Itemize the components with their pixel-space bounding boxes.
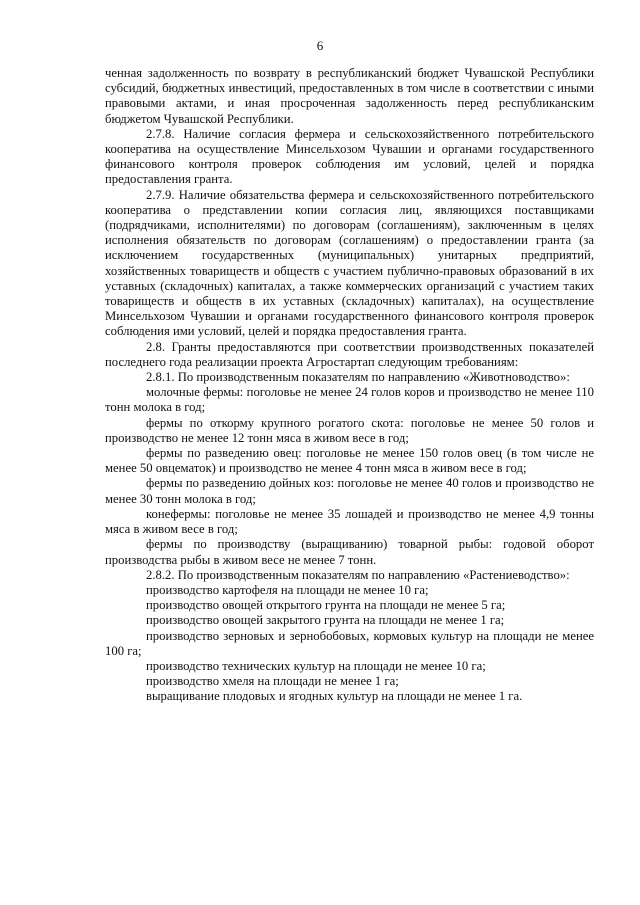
paragraph: производство овощей открытого грунта на площади не менее 5 га; [146,598,506,613]
paragraph: 2.7.9. Наличие обязательства фермера и сельскохозяйственного потребительского кооператива о представлении копии согласия лиц, являющихся поставщиками (подрядчиками, исполнителями) по договорам (соглашениям), заключенным в целях исполнения обязательств по договорам (соглашениям) о предоставлении гранта (за исключением государственных (муниципальных) унитарных предприятий, хозяйственных товариществ и обществ с участием публично-правовых образований в их уставных (складочных) капиталах, а также коммерческих организаций с участием таких товариществ и обществ в их уставных (складочных) капиталах), на осуществление Минсельхозом Чувашии и органами государственного финансового контроля проверок соблюдения ими условий, целей и порядка предоставления гранта. [105,187,594,339]
paragraph: молочные фермы: поголовье не менее 24 голов коров и производство не менее 110 тонн молока в год; [105,385,594,415]
paragraph: фермы по производству (выращиванию) товарной рыбы: годовой оборот производства рыбы в живом весе не менее 7 тонн. [105,537,594,567]
paragraph: 2.8.1. По производственным показателям по направлению «Животноводство»: [146,370,570,385]
paragraph: фермы по разведению овец: поголовье не менее 150 голов овец (в том числе не менее 50 овцематок) и производство не менее 4 тонн мяса в живом весе в год; [105,446,594,476]
page-number: 6 [316,38,324,53]
paragraph: конефермы: поголовье не менее 35 лошадей и производство не менее 4,9 тонны мяса в живом весе в год; [105,506,594,537]
paragraph: выращивание плодовых и ягодных культур на площади не менее 1 га. [146,689,523,704]
paragraph: фермы по откорму крупного рогатого скота: поголовье не менее 50 голов и производство не менее 12 тонн мяса в живом весе в год; [105,415,594,445]
paragraph: производство картофеля на площади не менее 10 га; [146,582,429,597]
paragraph: производство зерновых и зернобобовых, кормовых культур на площади не менее 100 га; [105,628,594,658]
paragraph: ченная задолженность по возврату в республиканский бюджет Чувашской Республики субсидий, бюджетных инвестиций, предоставленных в том числе в соответствии с иными правовыми актами, и иная просроченная задолженность перед республиканским бюджетом Чувашской Республики. [105,66,594,126]
paragraph: производство технических культур на площади не менее 10 га; [146,658,486,673]
paragraph: производство хмеля на площади не менее 1 га; [146,674,399,689]
paragraph: 2.8.2. По производственным показателям по направлению «Растениеводство»: [146,567,570,582]
paragraph: 2.7.8. Наличие согласия фермера и сельскохозяйственного потребительского кооператива на осуществление Минсельхозом Чувашии и органами государственного финансового контроля проверок соблюдения им условий, целей и порядка предоставления гранта. [105,126,594,187]
paragraph: 2.8. Гранты предоставляются при соответствии производственных показателей последнего года реализации проекта Агростартап следующим требованиям: [105,339,594,369]
paragraph: фермы по разведению дойных коз: поголовье не менее 40 голов и производство не менее 30 тонн молока в год; [105,476,594,506]
paragraph: производство овощей закрытого грунта на площади не менее 1 га; [146,613,505,628]
document-body [105,66,594,705]
